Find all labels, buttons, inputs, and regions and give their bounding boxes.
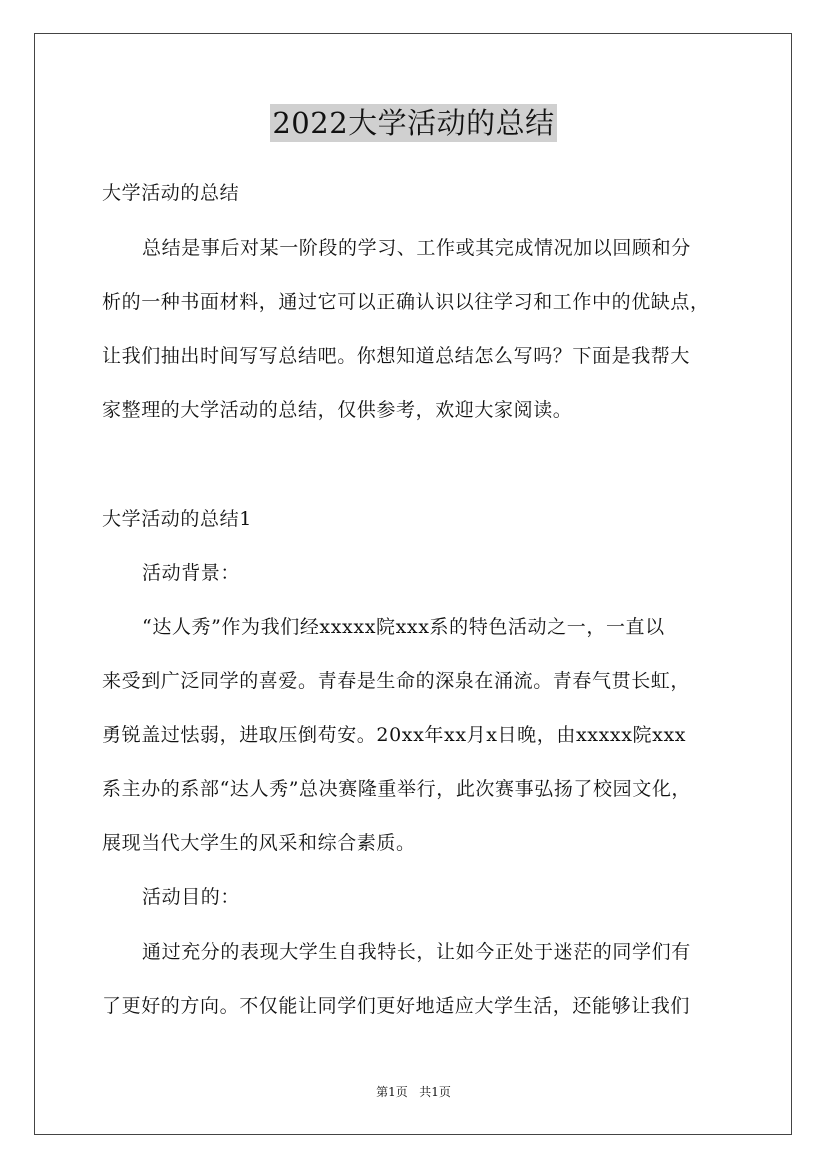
page-footer: 第1页 共1页 <box>376 1085 451 1099</box>
background-label: 活动背景： <box>142 562 241 584</box>
purpose-label: 活动目的： <box>142 886 241 908</box>
background-line: 来受到广泛同学的喜爱。青春是生命的深泉在涌流。青春气贯长虹， <box>102 670 691 692</box>
document-subtitle: 大学活动的总结 <box>102 182 240 204</box>
background-line: 勇锐盖过怯弱，进取压倒苟安。20xx年xx月x日晚，由xxxxx院xxx <box>102 724 687 746</box>
purpose-line: 通过充分的表现大学生自我特长，让如今正处于迷茫的同学们有 <box>142 941 691 963</box>
purpose-line: 了更好的方向。不仅能让同学们更好地适应大学生活，还能够让我们 <box>102 995 691 1017</box>
intro-line: 让我们抽出时间写写总结吧。你想知道总结怎么写吗？下面是我帮大 <box>102 345 691 367</box>
title-container <box>0 104 827 142</box>
intro-line: 家整理的大学活动的总结，仅供参考，欢迎大家阅读。 <box>102 399 573 421</box>
background-line: 展现当代大学生的风采和综合素质。 <box>102 832 416 854</box>
background-line: “达人秀”作为我们经xxxxx院xxx系的特色活动之一，一直以 <box>142 616 665 638</box>
document-title: 2022大学活动的总结 <box>272 106 555 140</box>
intro-line: 总结是事后对某一阶段的学习、工作或其完成情况加以回顾和分 <box>142 237 691 259</box>
background-line: 系主办的系部“达人秀”总决赛隆重举行，此次赛事弘扬了校园文化， <box>102 778 692 800</box>
intro-line: 析的一种书面材料，通过它可以正确认识以往学习和工作中的优缺点， <box>102 291 710 313</box>
section-heading: 大学活动的总结1 <box>102 508 252 530</box>
